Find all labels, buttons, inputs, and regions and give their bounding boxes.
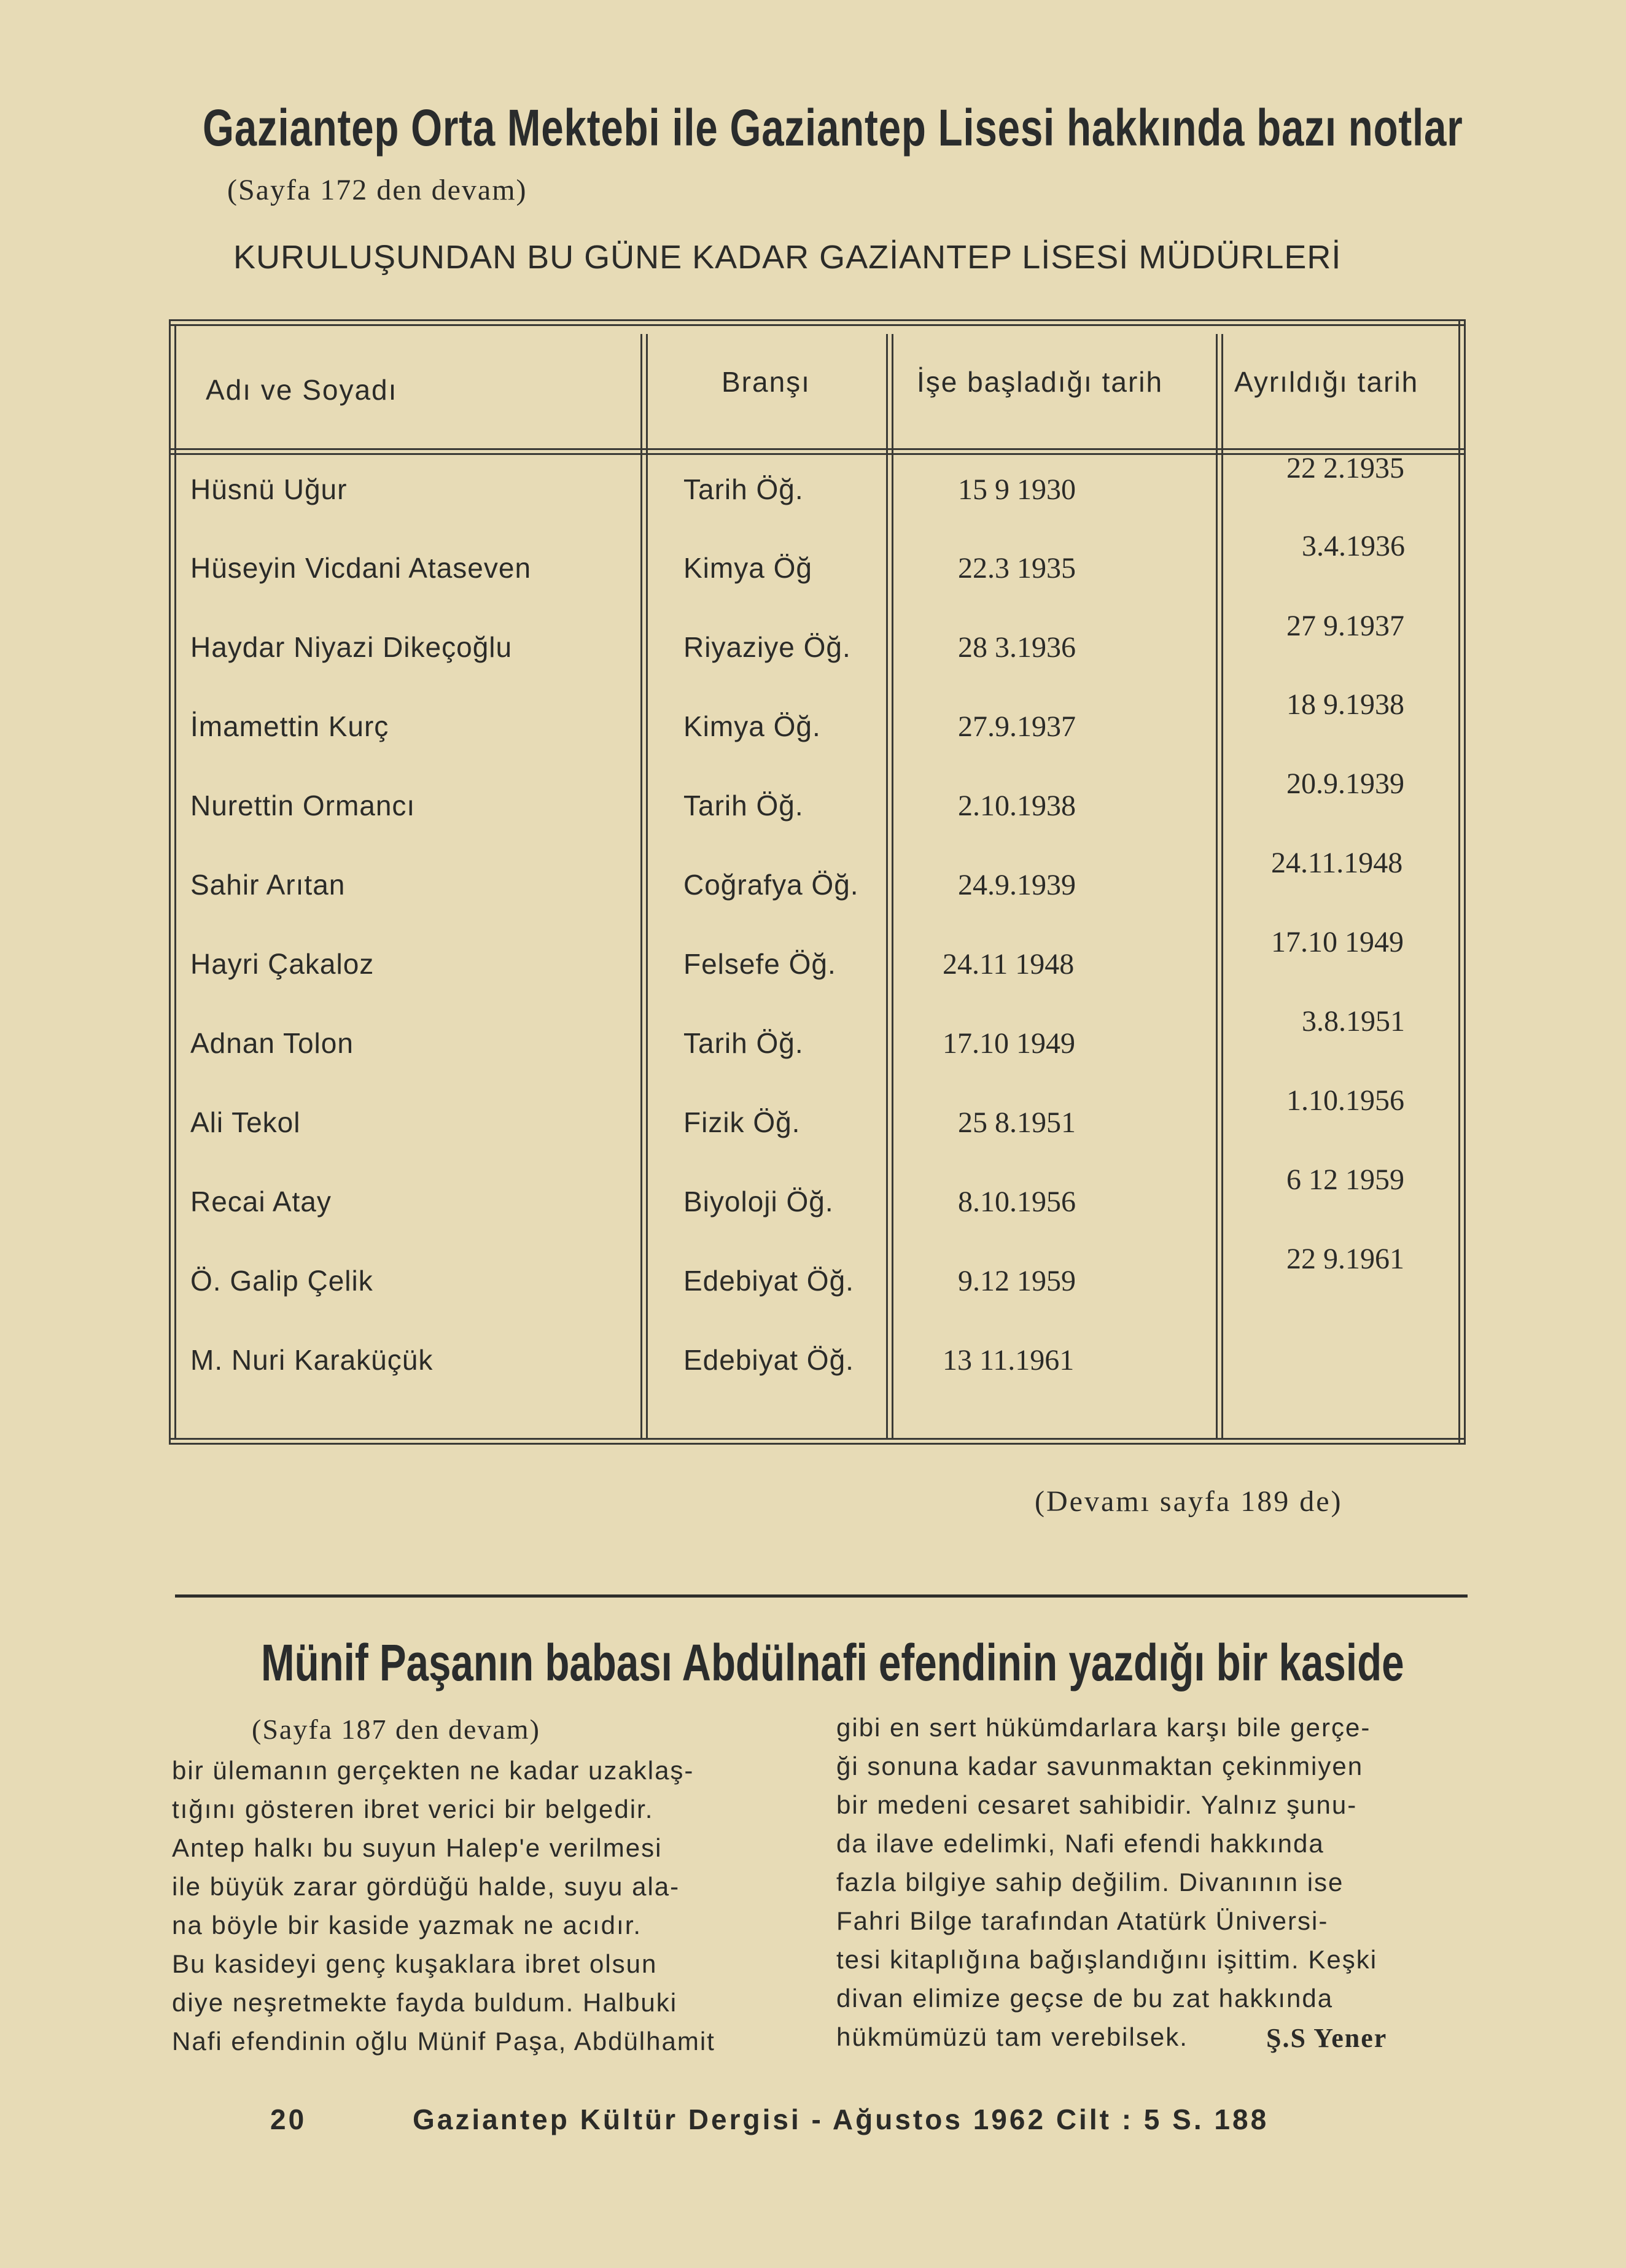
cell-name: İmamettin Kurç (190, 710, 389, 742)
text-line: diye neşretmekte fayda buldum. Halbuki (172, 1988, 678, 2017)
cell-branch: Kimya Öğ. (683, 710, 821, 742)
text-line: da ilave edelimki, Nafi efendi hakkında (836, 1829, 1325, 1858)
cell-name: Hüsnü Uğur (190, 473, 348, 505)
cell-end: 3.4.1936 (1302, 530, 1405, 562)
cell-end: 22 9.1961 (1286, 1243, 1404, 1275)
cell-start: 13 11.1961 (943, 1344, 1075, 1377)
cell-name: Ö. Galip Çelik (190, 1265, 373, 1297)
text-line: ği sonuna kadar savunmaktan çekinmiyen (836, 1752, 1364, 1781)
cell-start: 27.9.1937 (958, 710, 1076, 743)
continued-note: (Devamı sayfa 189 de) (1035, 1485, 1343, 1518)
section-divider (175, 1594, 1468, 1598)
cell-end: 3.8.1951 (1302, 1005, 1405, 1038)
text-line: bir ülemanın gerçekten ne kadar uzaklaş- (172, 1756, 694, 1785)
cell-name: Recai Atay (190, 1186, 332, 1217)
cell-branch: Felsefe Öğ. (683, 948, 836, 980)
cell-branch: Edebiyat Öğ. (683, 1265, 854, 1297)
text-line: bir medeni cesaret sahibidir. Yalnız şunu- (836, 1790, 1358, 1819)
cell-end: 22 2.1935 (1286, 452, 1404, 484)
article-title: Münif Paşanın babası Abdülnafi efendinin yazdığı bir kaside (261, 1634, 1404, 1691)
cell-name: Hayri Çakaloz (190, 948, 375, 980)
cell-start: 28 3.1936 (958, 631, 1076, 664)
header-end-date: Ayrıldığı tarih (1234, 366, 1419, 398)
cell-branch: Fizik Öğ. (683, 1106, 801, 1138)
principals-table (169, 319, 1466, 1446)
text-line: Nafi efendinin oğlu Münif Paşa, Abdülhamit (172, 2027, 715, 2056)
article-subtitle: (Sayfa 187 den devam) (252, 1714, 540, 1745)
page-title: Gaziantep Orta Mektebi ile Gaziantep Lisesi hakkında bazı notlar (203, 99, 1463, 157)
text-line: tığını gösteren ibret verici bir belgedir. (172, 1795, 654, 1823)
article-right-column (836, 1713, 1475, 2063)
cell-end: 18 9.1938 (1286, 688, 1404, 721)
cell-name: Hüseyin Vicdani Ataseven (190, 552, 532, 584)
header-branch: Branşı (722, 366, 811, 398)
cell-branch: Tarih Öğ. (683, 790, 804, 821)
cell-branch: Tarih Öğ. (683, 473, 804, 505)
cell-end: 1.10.1956 (1286, 1084, 1404, 1117)
text-line: na böyle bir kaside yazmak ne acıdır. (172, 1911, 642, 1940)
header-name: Adı ve Soyadı (206, 374, 398, 406)
journal-info: Gaziantep Kültür Dergisi - Ağustos 1962 Cilt : 5 S. 188 (413, 2103, 1269, 2135)
cell-name: Adnan Tolon (190, 1027, 354, 1059)
cell-name: Nurettin Ormancı (190, 790, 416, 821)
cell-start: 22.3 1935 (958, 552, 1076, 584)
cell-name: M. Nuri Karaküçük (190, 1344, 434, 1376)
cell-branch: Coğrafya Öğ. (683, 869, 859, 901)
cell-start: 8.10.1956 (958, 1186, 1076, 1218)
cell-start: 2.10.1938 (958, 790, 1076, 822)
article-left-column (172, 1713, 798, 2063)
text-line: ile büyük zarar gördüğü halde, suyu ala- (172, 1872, 680, 1901)
text-line: Fahri Bilge tarafından Atatürk Üniversi- (836, 1906, 1329, 1935)
cell-start: 25 8.1951 (958, 1106, 1076, 1139)
continued-from-note: (Sayfa 172 den devam) (227, 174, 527, 206)
author-signature: Ş.S Yener (1266, 2023, 1388, 2053)
cell-branch: Kimya Öğ (683, 552, 812, 584)
text-line: tesi kitaplığına bağışlandığını işittim. Keşki (836, 1945, 1378, 1974)
cell-start: 9.12 1959 (958, 1265, 1076, 1297)
cell-name: Haydar Niyazi Dikeçoğlu (190, 631, 513, 663)
cell-end: 17.10 1949 (1271, 926, 1404, 958)
cell-branch: Edebiyat Öğ. (683, 1344, 854, 1376)
cell-start: 15 9 1930 (958, 473, 1076, 506)
cell-start: 24.11 1948 (943, 948, 1075, 981)
text-line: divan elimize geçse de bu zat hakkında (836, 1984, 1334, 2013)
cell-branch: Biyoloji Öğ. (683, 1186, 834, 1217)
cell-end: 20.9.1939 (1286, 767, 1404, 800)
text-line: Bu kasideyi genç kuşaklara ibret olsun (172, 1949, 658, 1978)
cell-end: 27 9.1937 (1286, 610, 1404, 642)
cell-end: 24.11.1948 (1271, 847, 1403, 879)
section-heading: KURULUŞUNDAN BU GÜNE KADAR GAZİANTEP LİSESİ MÜDÜRLERİ (233, 239, 1342, 276)
cell-branch: Riyaziye Öğ. (683, 631, 851, 663)
page-number: 20 (270, 2103, 307, 2135)
cell-name: Ali Tekol (190, 1106, 301, 1138)
cell-name: Sahir Arıtan (190, 869, 346, 901)
cell-start: 24.9.1939 (958, 869, 1076, 901)
text-line: fazla bilgiye sahip değilim. Divanının ise (836, 1868, 1344, 1897)
cell-branch: Tarih Öğ. (683, 1027, 804, 1059)
text-line: Antep halkı bu suyun Halep'e verilmesi (172, 1833, 663, 1862)
text-line: hükmümüzü tam verebilsek. (836, 2022, 1188, 2051)
text-line: gibi en sert hükümdarlara karşı bile gerçe- (836, 1713, 1371, 1742)
cell-start: 17.10 1949 (943, 1027, 1075, 1060)
header-start-date: İşe başladığı tarih (917, 366, 1164, 398)
cell-end: 6 12 1959 (1286, 1163, 1404, 1196)
